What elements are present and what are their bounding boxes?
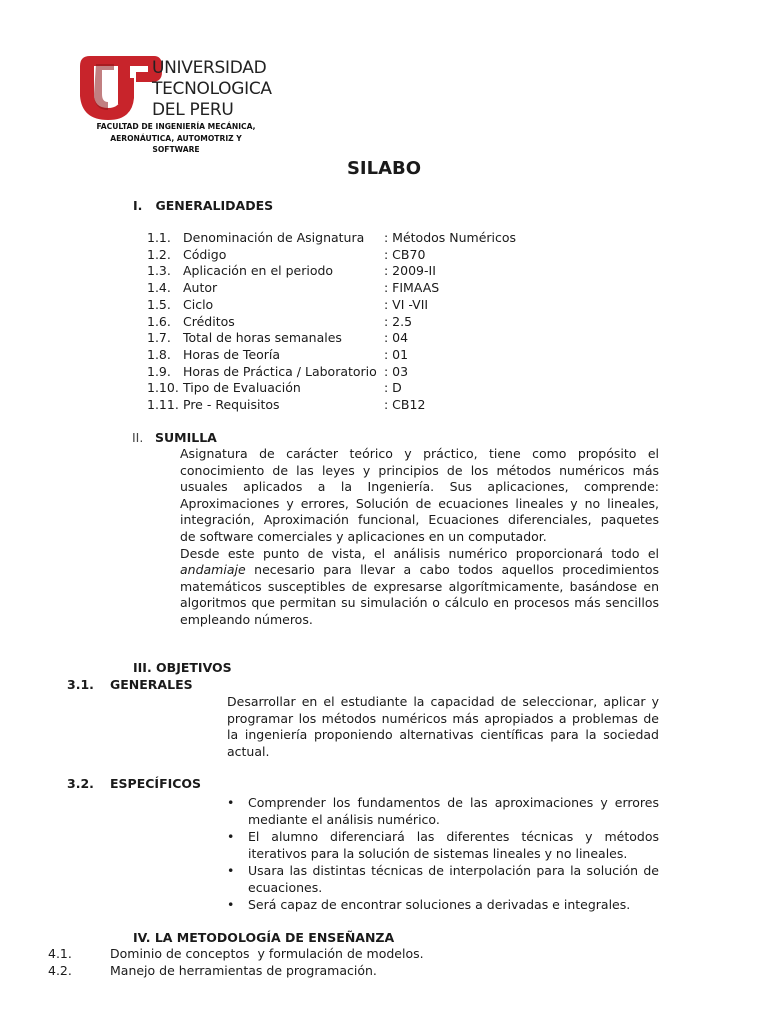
sumilla-line: Aproximaciones y errores, Solución de ecuaciones lineales y no lineales, xyxy=(180,495,659,511)
bullet-icon: • xyxy=(227,829,235,844)
section-3-heading: III. OBJETIVOS xyxy=(133,660,232,675)
generalities-value: : Métodos Numéricos xyxy=(384,230,517,245)
sumilla-line-rest: necesario para llevar a cabo todos aquellos procedimientos xyxy=(245,562,659,578)
faculty-line-3: SOFTWARE xyxy=(152,145,200,154)
italic-term: andamiaje xyxy=(180,562,246,578)
bullet-icon: • xyxy=(227,795,235,810)
section-4-1-text: Dominio de conceptos y formulación de modelos. xyxy=(110,946,424,961)
specific-objective-item xyxy=(227,863,659,896)
objective-line: actual. xyxy=(227,743,270,759)
section-2-number: II. xyxy=(132,430,144,445)
generalities-value: : VI -VII xyxy=(384,296,429,312)
sumilla-line: algoritmos que permitan su simulación o cálculo en procesos más sencillos xyxy=(180,595,659,611)
sumilla-line: conocimiento de las leyes y principios de los métodos numéricos más xyxy=(180,462,659,478)
faculty-line-2: AERONÁUTICA, AUTOMOTRIZ Y xyxy=(110,133,242,143)
section-4-2-number: 4.2. xyxy=(48,963,72,978)
sumilla-line-emphasis xyxy=(180,562,659,579)
generalities-number: 1.8. xyxy=(147,346,171,362)
generalities-label: Horas de Práctica / Laboratorio xyxy=(183,363,377,379)
generalities-number: 1.3. xyxy=(147,263,171,279)
university-name-line-2: TECNOLOGICA xyxy=(152,79,272,99)
university-name-line-3: DEL PERU xyxy=(152,100,234,120)
generalities-value: : 2009-II xyxy=(384,263,436,279)
sumilla-line: matemáticos susceptibles de expresarse algorítmicamente, basándose en xyxy=(180,578,659,594)
sumilla-line: empleando números. xyxy=(180,611,313,627)
specific-objective-item xyxy=(227,795,659,828)
generalities-label: Tipo de Evaluación xyxy=(183,380,301,396)
bullet-line: mediante el análisis numérico. xyxy=(248,811,440,827)
generalities-value: : FIMAAS xyxy=(384,280,440,296)
generalities-label: Código xyxy=(183,246,227,262)
sumilla-line: Asignatura de carácter teórico y práctico, tiene como propósito el xyxy=(180,446,659,461)
generalities-label: Créditos xyxy=(183,313,235,329)
generalities-number: 1.2. xyxy=(147,246,171,262)
section-3-2-number: 3.2. xyxy=(67,776,94,791)
generalities-number: 1.7. xyxy=(147,330,171,346)
bullet-line: Será capaz de encontrar soluciones a derivadas e integrales. xyxy=(248,897,631,912)
bullet-line: Comprender los fundamentos de las aproximaciones y errores xyxy=(248,795,659,810)
section-3-1-number: 3.1. xyxy=(67,677,94,692)
generalities-label: Ciclo xyxy=(183,296,214,312)
bullet-line: iterativos para la solución de sistemas lineales y no lineales. xyxy=(248,845,628,861)
section-2-heading: SUMILLA xyxy=(155,430,217,445)
document-title: SILABO xyxy=(346,158,422,179)
generalities-value: : 01 xyxy=(384,346,409,362)
section-4-heading: IV. LA METODOLOGÍA DE ENSEÑANZA xyxy=(133,930,395,945)
objective-line: programar los métodos numéricos más apropiados a problemas de xyxy=(227,710,659,726)
section-3-1-heading: GENERALES xyxy=(110,677,193,692)
generalities-label: Pre - Requisitos xyxy=(183,397,280,412)
section-1-heading: I. GENERALIDADES xyxy=(133,198,274,213)
generalities-number: 1.6. xyxy=(147,313,171,329)
generalities-number: 1.5. xyxy=(147,296,171,312)
generalities-label: Horas de Teoría xyxy=(183,346,281,362)
section-3-2-heading: ESPECÍFICOS xyxy=(110,776,202,791)
bullet-line: Usara las distintas técnicas de interpolación para la solución de xyxy=(248,863,659,878)
faculty-line-1: FACULTAD DE INGENIERÍA MECÁNICA, xyxy=(96,122,256,131)
bullet-icon: • xyxy=(227,863,235,878)
section-4-1-number: 4.1. xyxy=(48,946,72,961)
generalities-number: 1.1. xyxy=(147,230,171,245)
sumilla-line: de software comerciales y aplicaciones en un computador. xyxy=(180,528,547,544)
generalities-value: : 03 xyxy=(384,363,409,379)
generalities-value: : CB12 xyxy=(384,397,426,412)
generalities-label: Aplicación en el periodo xyxy=(183,263,334,279)
generalities-value: : 2.5 xyxy=(384,313,413,329)
sumilla-line: integración, Aproximación funcional, Ecuaciones diferenciales, paquetes xyxy=(180,512,659,528)
specific-objective-item xyxy=(227,829,659,862)
generalities-label: Autor xyxy=(183,280,218,296)
generalities-number: 1.10. xyxy=(147,380,179,396)
general-objective-paragraph xyxy=(227,694,659,760)
generalities-number: 1.4. xyxy=(147,280,171,296)
generalities-value: : D xyxy=(384,380,402,396)
generalities-number: 1.11. xyxy=(147,397,179,412)
bullet-line: El alumno diferenciará las diferentes técnicas y métodos xyxy=(248,829,659,844)
sumilla-line: Desde este punto de vista, el análisis numérico proporcionará todo el xyxy=(180,545,659,561)
objective-line: la ingeniería proponiendo alternativas científicas para la sociedad xyxy=(227,727,659,743)
specific-objective-item xyxy=(227,897,659,914)
utp-logo-icon xyxy=(74,50,164,122)
bullet-icon: • xyxy=(227,897,235,912)
faculty-name xyxy=(76,121,276,156)
generalities-value: : 04 xyxy=(384,330,409,346)
generalities-label: Total de horas semanales xyxy=(183,330,342,346)
generalities-number: 1.9. xyxy=(147,363,171,379)
objective-line: Desarrollar en el estudiante la capacidad de seleccionar, aplicar y xyxy=(227,694,659,709)
section-4-2-text: Manejo de herramientas de programación. xyxy=(110,963,377,978)
generalities-label: Denominación de Asignatura xyxy=(183,230,365,245)
sumilla-line: usuales aplicados a la Ingeniería. Sus aplicaciones, comprende: xyxy=(180,479,659,495)
university-name-line-1: UNIVERSIDAD xyxy=(152,58,267,78)
bullet-line: ecuaciones. xyxy=(248,879,323,895)
generalities-value: : CB70 xyxy=(384,246,426,262)
sumilla-paragraph xyxy=(180,446,659,629)
